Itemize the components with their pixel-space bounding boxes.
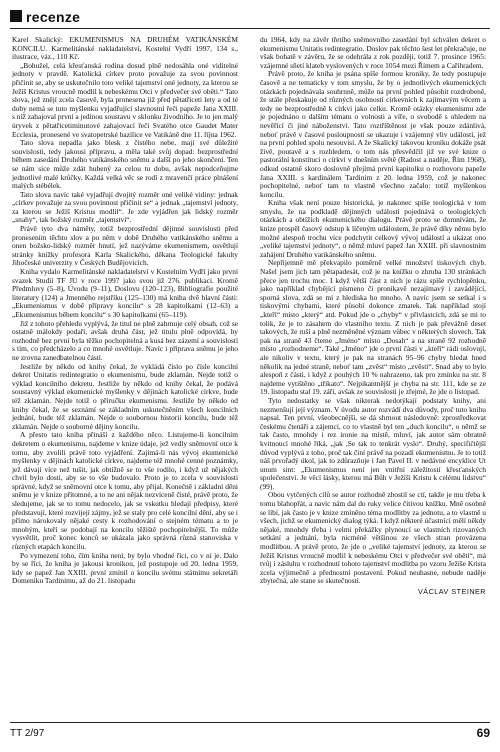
article-paragraph: du 1964, kdy na závěr třetího sněmovního zasedání byl schválen dekret o ekumenismu Unitatis redintegratio. Doslov pak těchto šest let překračuje, ne však bohatě v závěru, že se odehrála z rok později, totiž 7. prosince 1965: vzájemné sňetí klateb vyslovených v roce 1054 mezi Římem a Cařihradem. [260, 35, 486, 70]
section-title: recenze [26, 9, 81, 25]
section-square-marker [10, 10, 22, 22]
article-column-left [12, 36, 238, 586]
issue-label: TT 2/97 [10, 728, 45, 739]
article-paragraph: Karel Skalický: EKUMENISMUS NA DRUHÉM VATIKÁNSKÉM KONCILU. Karmelitánské nakladatelství, Kostelní Vydří 1997, 134 s., ilustrace, váz., 110 Kč. [12, 35, 238, 62]
section-header [10, 8, 490, 26]
review-author: VÁCLAV STEINER [418, 587, 486, 596]
article-paragraph: Po vymezení toho, čím kniha není, by bylo vhodné říci, co v ní je. Dalo by se říci, že kniha je jakousi kronikou, jež postupuje od 20. ledna 1959, kdy se papež Jan XXIII. první zmínil o koncilu svému státnímu sekretáři Domeniku Tardinimu, až do 21. listopadu [12, 550, 238, 586]
page-number: 69 [476, 726, 490, 740]
article-paragraph: Právě proto, že kniha je psána spíše formou kroniky, že tedy postupuje časově a ne tematicky v tom smyslu, že by o jednotlivých ekumenických otázkách pojednávala souhrnně, může na první pohled působit rozdrobeně, že stále přeskakuje od různých osobností církevních k zajímavým věcem a tedy ne bezprostředně k církvi jako celku. Kromě otázky ekumenismu zde je pojednáno o dalším tématu o volnosti a víře, o svobodě s ohledem na nevěřící či jiné náboženství. Tato roztříštěnost je však pouze zdánlivá, neboť právě v časové posloupnosti se ukazuje i vzájemný vliv událostí, jež na první pohled spolu nesouvisí. A že Skalický takovou kroniku dokáže psát živě, poutavě a s rozhledem, o tom nás přesvědčil již ve své knize o pastorální konstituci o církvi v dnešním světě (Radost a naděje, Řím 1968), odkud ostatně skoro doslovně přejímá první kapitolku o rozhovoru papeže Jana XXIII. s kardinálem Tardinim z 20. ledna 1959, což je nakonec pochopitelné, neboť tam to vlastně všechno začalo: totiž myšlenkou koncilu. [260, 69, 486, 199]
article-paragraph: Jestliže by někdo od knihy čekal, že vykládá číslo po čísle koncilní dekret Unitatis redintegratio o ekumenismu, bude zklamán. Nejde totiž o výklad koncilního dekretu. Jestliže by někdo od knihy čekal, že podává soustavný výklad ekumenické myšlenky v dějinách katolické církve, bude též zklamán. Nejde totiž o příručku ekumenismu. Jestliže by někdo od knihy čekal, že se seznámí se základním uskutečněním všech koncilních jednání, bude též zklamán. Nejde o soubornou historii koncilu, bude též zklamán. Nejde o souborné dějiny koncilu. [12, 361, 238, 431]
article-column-right [260, 36, 486, 597]
article-paragraph: Již z tohoto přehledu vyplývá, že titul ne plně zahrnuje celý obsah, což se ostatně málokdy podaří, avšak druhá část, jež titulu plně odpovídá, by rozhodně bez první byla těžko pochopitelná a kusá bez zázemí a souvislostí s tím, co předcházelo a co mnohé osvětluje. Navíc i příprava sněmu je jeho ne zrovna zanedbatelnou částí. [12, 318, 238, 362]
article-paragraph: Nepřijemně mě překvapilo poměrně velké množství tiskových chyb. Našel jsem jich tam pětapadesát, což je na knížku o zhruba 130 stránkách přece jen trochu moc. I když větší část z nich je rázu spíše rychlopěnku, jako například chybějící písmeno či pronikavě nezajímavý i zavádějící, sporná slova, zdá se mi z hlediska ho mnoho. A navíc jsem se setkal i s tiskovými chybami, které působí dokonce zmatek. Tak například stojí „kteří“ místo „který“ atd. Pokud jde o „chyby“ v přívlastcích, zdá se mi to tolik, že je to zásahem do vlastního textu. Z nich je pak převážně deset takových, že ruší a plně nezměněné význam vůbec v některých slovech. Tak pak na straně 43 čteme „Jméno“ místo „Dosah“ a na straně 92 rozhodně místo „rozhodneme“. Také „Jméno“ jde o první části v „kteří“ rádi oslovují, ale nikoliv v textu, který je pak na stranách 95–96 chyby hledat hned několik na jedné straně, neboť tam „zvěst“ místo „zvěsti“. Snad aby to bylo alespoň z části, i když z pouhých 10 % nahrazeno, tak pro zmínku na str. 8 najdeme vytištěno „třikato“. Nejpikantnější je chyba na str. 111, kde se ze 19. listopadu stal 19. září, avšak ze souvislosti je zřejmé, že jde o listopad. [260, 258, 486, 397]
article-paragraph: Tato slova navíc také vyjadřují dvojitý rozměr oné veliké vidiny: jednak „církev považuje za svou povinnost přičinit se“ a jednak „tajemství jednoty, za kterou se Ježíš Kristus modlil“. Je zde vyjádřen jak lidský rozměr „snahy“, tak božský rozměr „tajemství“. [12, 189, 238, 225]
article-paragraph: „Bohužel, celá křesťanská rodina dosud plně nedosáhla oné viditelné jednoty v pravdě. Katolická církev proto považuje za svou povinnost přičinit se, aby se uskutečnilo toto veliké tajemství oné jednoty, za kterou se Ježíš Kristus vroucně modlil k nebeskému Otci v předvečer své oběti.“ Tato slova, jež znějí zcela časově, byla pronesena již před pětatřiceti lety a od té doby nemá se tuto myšlenku vyjadřující slavnostní řeči papeže Jana XXIII. s níž zahajoval první a jedinou soustavu v sklonku živodního. Je to jen malý úryvek z pětatřicetiminutové zahajovací řeči Svatého otce Gaudet Mater Ecclesia, pronesené ve svatopetrské bazilice ve Vatikáně dne 11. října 1962. [12, 60, 238, 139]
article-paragraph: Obou vytčených cílů se autor rozhodně zhostil se ctí, takže je mu třeba k tomu blahopřát, a navíc nám dal do ruky velice čitivou knížku. Mně osobně se líbí, jak často je v knize zmíněno téma modlitby za jednotu, a to vlastně u všech, jichž se ekumenický dialog týká. I když některé účastníci mělí někdy nějaké, mnohdy třeba i velmi překážky plynoucí se vlastních rizovaných setkání a jednání, byla nicméně většinou ze všech stran provázena modlitbou. A právě proto, že jde o „veliké tajemství jednoty, za kterou se Ježíš Kristus vroucně modlil k nebeskému Otci v předvečer své oběti“, má tvůj i zásluhu v rozhodnutí tohoto tajemství modlitba po vzoru Ježíše Krista zcela výjimečně a přednostní postavení. Pokud neuhasne, nebude naděje zbytečná, ale stane se skutečností. [260, 490, 486, 586]
article-paragraph: Tato slova nepadla jako blesk z čistého nebe, mají své důležité souvislosti, tedy jakousi přípravu, a měla také svůj dopad: bezprostřední během zasedání Druhého vatikánského sněmu a další po jeho skončení. Ten se nám sice může zdát hubený za celou tu dobu, avšak nepodceňujme jednotlivé malé krůčky. Každá velká věc se rodí z mravenčí práce plnášení malých stébélek. [12, 138, 238, 191]
article-paragraph: Kniha vydalo Karmelitánské nakladatelství v Kostelním Vydří jako první svazek Studií TF JU v roce 1997 jako svou již 276. publikaci. Kromě Předmluvy (5–8), Úvodu (9–11), Doslovu (120–123), Bibliografie použité literatury (124) a Jmenného rejstříku (125–130) má kniha dvě hlavní části: „Ekumenismus v době přípravy koncilu“ s 28 kapitolkami (12–63) a „Ekumenismus během koncilu“ s 30 kapitolkami (65–119). [12, 267, 238, 319]
article-paragraph: Tyto nedostatky se však nikterak nedotýkají podstaty knihy, ani nezmenšují její význam. V úvodu autor rozvádí dva důvody, proč tuto knihu napsal. Ten první, všeobecnější, se dá shrnout následovně: zprostředkovat českému čtenáři a zájemci, co to vlastně byl ten „duch koncilu“, o němž se tak často, mnohdy i rez ironie na místě, mluví, jak autor sám obratně kvitnoucí mnohé říká, „jak ,Se tak to tenkrát vyslo“. Druhý, specifičtější důvod vyplývá z toho, proč tak činí právě na pozadí ekumenismu. Je to totiž náš prvořadý úkol, jak to zdůrazňuje i Jan Pavel II. v nedávné encyklice Ut unum sint: „Ekumenismus není jen vnitřní záležitostí křesťanských společenství. Je věcí lásky, kterou má Bůh v Ježíši Kristu k celému lidstvu“ (99). [260, 395, 486, 491]
article-paragraph: Kniha však není pouze historická, je nakonec spíše teologická v tom smyslu, že na podkladě dějinných událostí pojednává o teologických otázkách a obtížích ekumenického dialogu. Právě proto se domnívám, že knize prospěl časový odstup k líčeným událostem, že právě díky němu bylo možné alespoň trochu více podchytit celkový vývoj událostí a ukázat ono „veliké tajemství jednoty“, o němž mluví papež Jan XXIII. při slavnostním zahájení Druhého vatikánského sněmu. [260, 198, 486, 259]
header-rule [10, 28, 490, 29]
footer-rule [10, 722, 490, 723]
article-paragraph: A přesto tato kniha přináší z každého něco. Listujeme-li koncilním dekretem o ekumenismu, najdeme v knize údaje, jež vedly sněmovní otce k tomu, aby zvolili právě toto vyjádření. Zajímá-li nás vývoj ekumenické myšlenky v dějinách katolické církve, najdeme též mnohé cenné poznámky, jež dávají více než tušit, jak obtížně se to vše rodilo, i když už nějakých chvil bylo dosti, aby se to vše budovalo. Proto je to zcela v souvislosti správné, když se sněmovní otce k tomu, aby přijal. Konečně i základní děni sněmu je v knize přítomné, a to ne ani nějak nezvíceně čisté, právě proto, že sledujeme, jak se to tomu nedocelo, jak se vskutku hledají předpisy, které představují, které rozvíjejí zájmy, jež se staly pro celé koncilní dění, aby se i přímo nárokovaly nějaké cesty k rozhodování o stejném tématu a to je mnohým, kteří se podobají na koncilu těžiště pochopitelnější. To může vysvětlit, proč konec konců se ukázala jako správná různá stanoviska v různých etapách koncilu. [12, 430, 238, 552]
article-paragraph: Právě tyto dva náměty, totiž bezprostřední dějinné souvislosti před pronesením těchto slov a po něm v době Druhého vatikánského sněmu a onen božsko-lidský rozměr hnutí, jež nazýváme ekumenismem, osvětlují stránky knížky profesora Karla Skalického, děkana Teologické fakulty Jihočeské univerzity v Českých Budějovicích. [12, 224, 238, 268]
